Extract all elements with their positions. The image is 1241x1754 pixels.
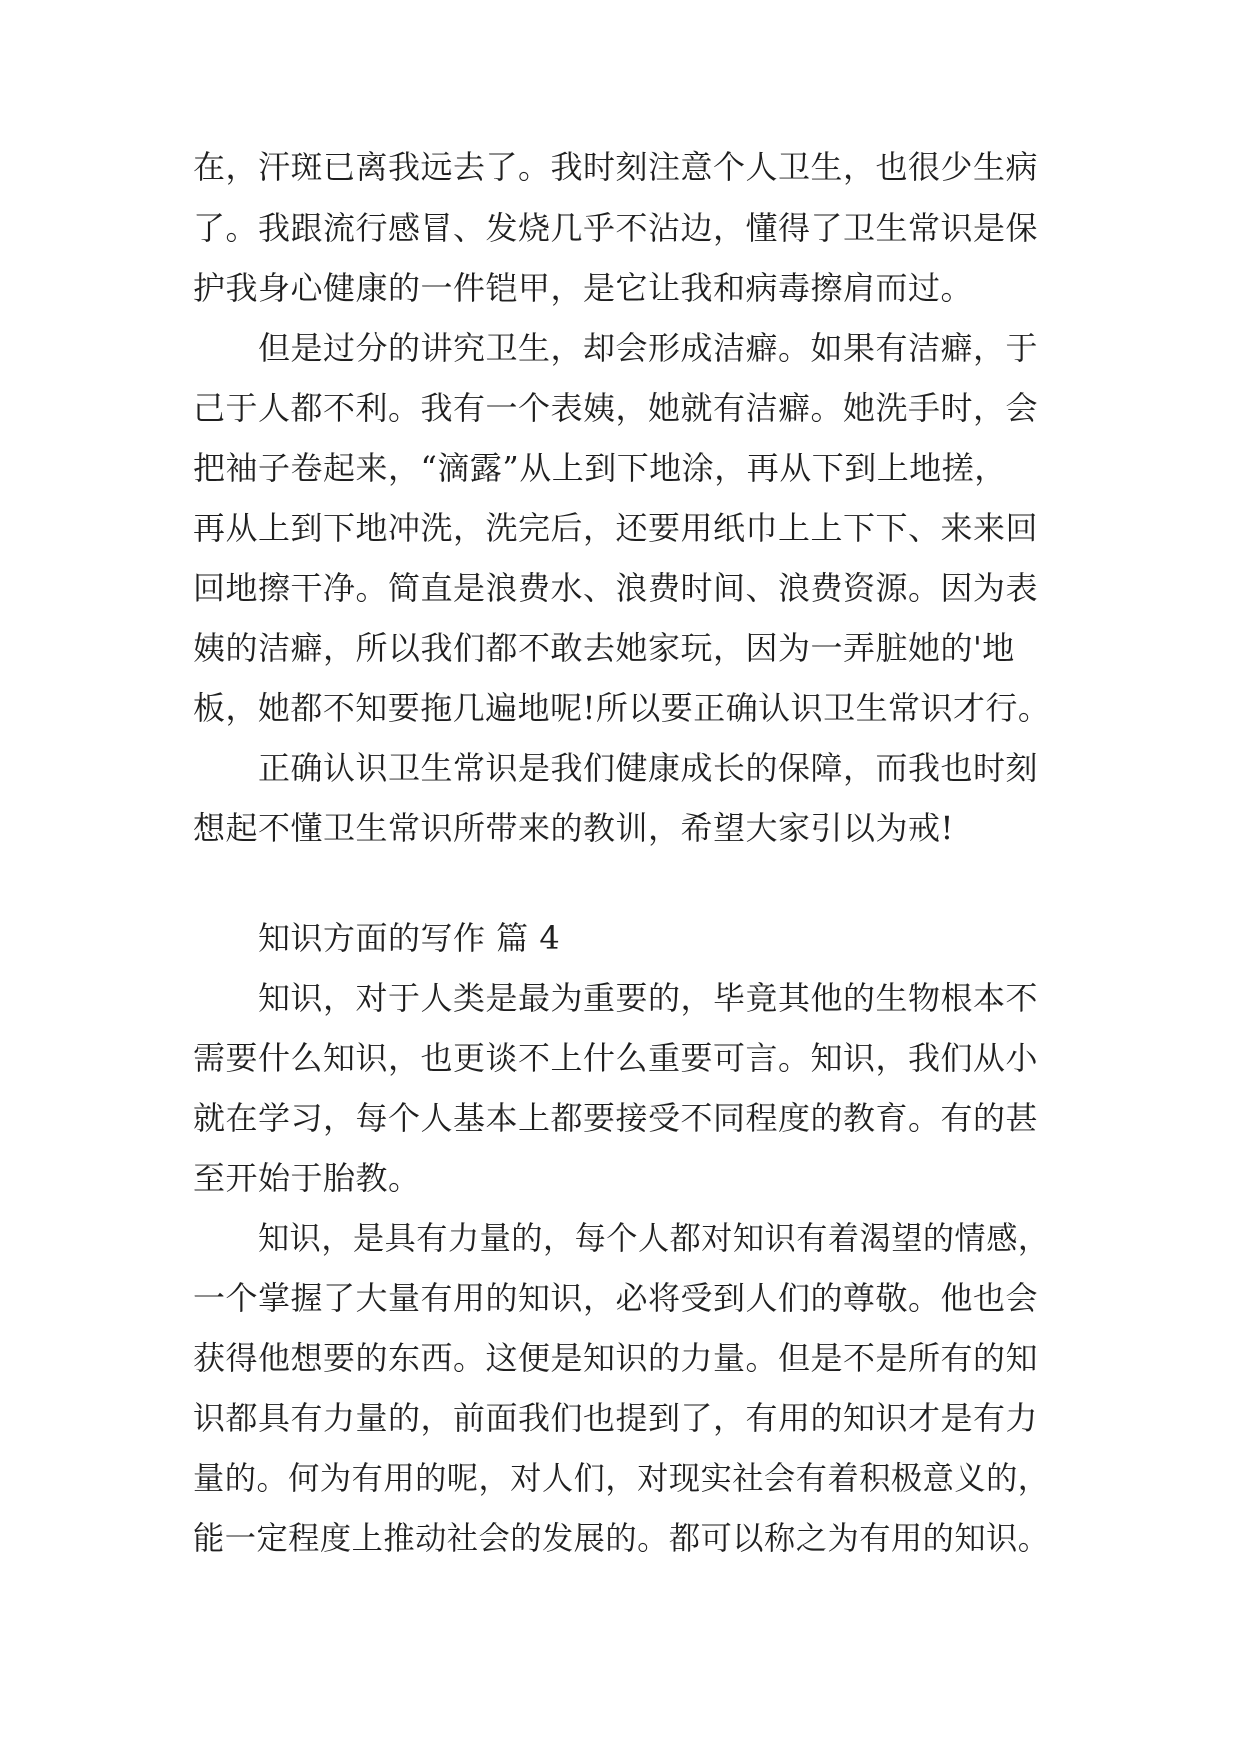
text-line: 至开始于胎教。	[193, 1159, 421, 1197]
text-line: 能一定程度上推动社会的发展的。都可以称之为有用的知识。	[193, 1519, 1050, 1557]
text-line: 识都具有力量的，前面我们也提到了，有用的知识才是有力	[193, 1399, 1039, 1437]
text-line: 知识，对于人类是最为重要的，毕竟其他的生物根本不	[258, 979, 1039, 1017]
text-line: 回地擦干净。简直是浪费水、浪费时间、浪费资源。因为表	[193, 569, 1039, 607]
text-line: 量的。何为有用的呢，对人们，对现实社会有着积极意义的，	[193, 1459, 1050, 1497]
text-line: 想起不懂卫生常识所带来的教训，希望大家引以为戒!	[193, 809, 954, 847]
text-line: 在，汗斑已离我远去了。我时刻注意个人卫生，也很少生病	[193, 148, 1039, 186]
text-line: 就在学习，每个人基本上都要接受不同程度的教育。有的甚	[193, 1099, 1039, 1137]
section-heading: 知识方面的写作 篇 4	[258, 919, 561, 957]
text-line: 把袖子卷起来，“滴露”从上到下地涂，再从下到上地搓，	[193, 449, 1007, 487]
text-line: 姨的洁癖，所以我们都不敢去她家玩，因为一弄脏她的'地	[193, 629, 1015, 667]
text-line: 护我身心健康的一件铠甲，是它让我和病毒擦肩而过。	[193, 269, 974, 307]
text-line: 知识，是具有力量的，每个人都对知识有着渴望的情感，	[258, 1219, 1050, 1257]
text-line: 需要什么知识，也更谈不上什么重要可言。知识，我们从小	[193, 1039, 1039, 1077]
text-line: 再从上到下地冲洗，洗完后，还要用纸巾上上下下、来来回	[193, 509, 1039, 547]
text-line: 一个掌握了大量有用的知识，必将受到人们的尊敬。他也会	[193, 1279, 1039, 1317]
text-line: 正确认识卫生常识是我们健康成长的保障，而我也时刻	[258, 749, 1039, 787]
text-line: 了。我跟流行感冒、发烧几乎不沾边，懂得了卫生常识是保	[193, 209, 1039, 247]
text-line: 但是过分的讲究卫生，却会形成洁癖。如果有洁癖，于	[258, 329, 1039, 367]
text-line: 己于人都不利。我有一个表姨，她就有洁癖。她洗手时，会	[193, 389, 1039, 427]
text-line: 获得他想要的东西。这便是知识的力量。但是不是所有的知	[193, 1339, 1039, 1377]
text-line: 板，她都不知要拖几遍地呢!所以要正确认识卫生常识才行。	[193, 689, 1051, 727]
